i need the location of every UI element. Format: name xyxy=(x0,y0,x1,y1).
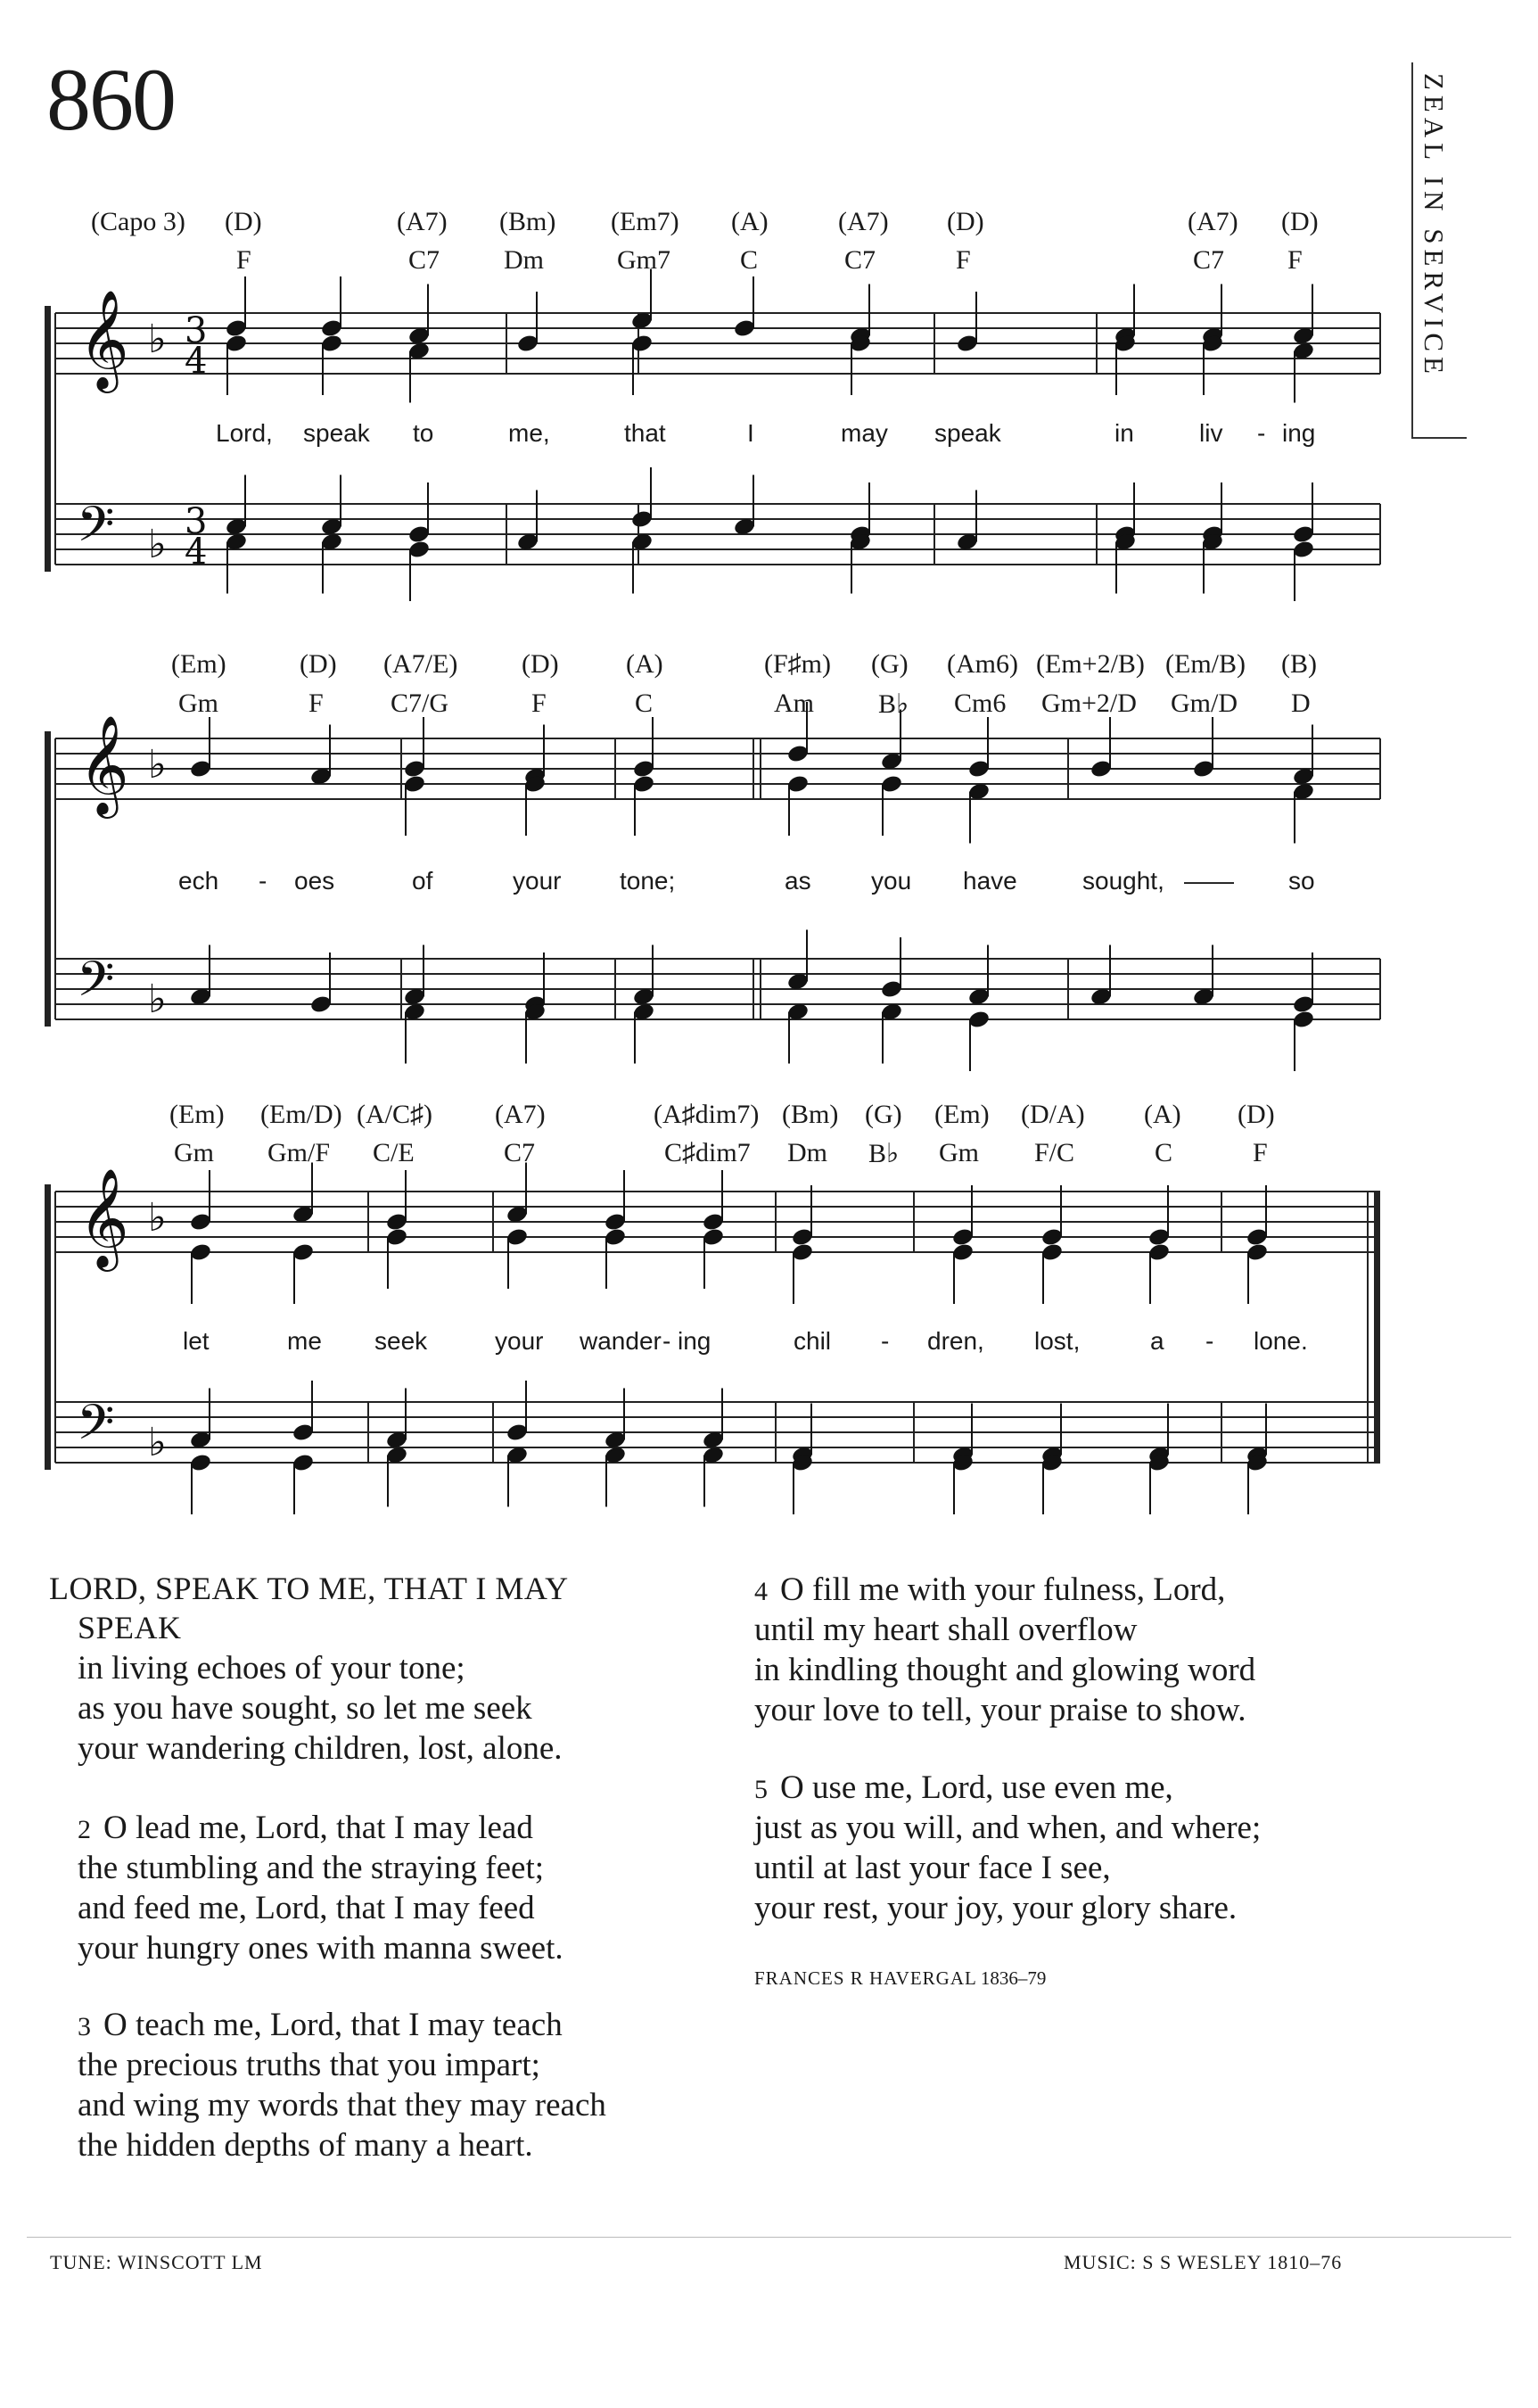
lyric-syllable: a xyxy=(1150,1327,1164,1355)
lyric-syllable: ing xyxy=(1282,419,1316,447)
lyric-syllable: in xyxy=(1114,419,1134,447)
chord-concert: Gm xyxy=(178,689,218,718)
verse-line: the hidden depths of many a heart. xyxy=(78,2127,533,2165)
chord-concert: F xyxy=(236,245,251,275)
chord-concert: Gm/D xyxy=(1171,689,1238,718)
author-credit xyxy=(754,1967,1046,1990)
system-2-treble-clef-icon: 𝄞 xyxy=(78,714,129,814)
chord-capo: (Em) xyxy=(171,649,226,679)
chord-capo: (Am6) xyxy=(947,649,1018,679)
chord-concert: Dm xyxy=(504,245,544,275)
section-title: ZEAL IN SERVICE xyxy=(1419,73,1450,379)
chord-concert: B♭ xyxy=(868,1139,900,1168)
lyric-syllable: I xyxy=(747,419,754,447)
verse-2 xyxy=(78,1808,563,1969)
lyric-syllable: wander xyxy=(580,1327,662,1355)
lyric-syllable: dren, xyxy=(927,1327,984,1355)
music-credit xyxy=(1064,2251,1342,2274)
chord-concert: C7/G xyxy=(391,689,449,718)
verse-line: and wing my words that they may reach xyxy=(78,2087,606,2124)
chord-capo: (D/A) xyxy=(1021,1100,1085,1129)
verse-3 xyxy=(78,2005,606,2166)
system-3-final-barline xyxy=(1374,1192,1380,1463)
chord-concert: C xyxy=(635,689,654,718)
system-1-treble-key-flat: ♭ xyxy=(148,317,167,362)
chord-capo: (Em/D) xyxy=(260,1100,342,1129)
system-1-bass-clef-icon: 𝄢 xyxy=(77,496,115,565)
chord-capo: (D) xyxy=(300,649,337,679)
lyric-hyphen: - xyxy=(881,1327,890,1355)
system-1-treble-time-top: 3 xyxy=(185,310,208,351)
chord-capo: (D) xyxy=(225,207,262,236)
chord-capo: (A7) xyxy=(1188,207,1238,236)
chord-capo: (A) xyxy=(1144,1100,1181,1129)
chord-capo: (A7) xyxy=(397,207,448,236)
verse-line: until at last your face I see, xyxy=(754,1850,1111,1887)
lyric-syllable: your xyxy=(513,867,562,895)
verse-line: your wandering children, lost, alone. xyxy=(78,1730,563,1768)
lyric-syllable: ech xyxy=(178,867,219,895)
chord-capo: (A7) xyxy=(838,207,889,236)
chord-capo: (A♯dim7) xyxy=(654,1100,760,1129)
chord-concert: D xyxy=(1291,689,1311,718)
lyric-hyphen: - xyxy=(259,867,267,895)
chord-capo: (A) xyxy=(626,649,663,679)
system-2-bass-clef-icon: 𝄢 xyxy=(77,951,115,1019)
chord-concert: Gm/F xyxy=(267,1138,331,1167)
system-1-bass-key-flat: ♭ xyxy=(148,522,167,567)
system-3-bass-key-flat: ♭ xyxy=(148,1420,167,1465)
chord-capo: (Bm) xyxy=(782,1100,839,1129)
author-dates: 1836–79 xyxy=(980,1967,1047,1989)
system-1-bass-time-top: 3 xyxy=(185,501,208,542)
verse-line: O use me, Lord, use even me, xyxy=(780,1769,1173,1806)
lyric-syllable: that xyxy=(624,419,666,447)
lyric-hyphen: - xyxy=(1257,419,1266,447)
system-3-bass-clef-icon: 𝄢 xyxy=(77,1394,115,1463)
system-1-treble-time-bottom: 4 xyxy=(185,341,208,382)
chord-capo: (Em) xyxy=(169,1100,225,1129)
lyric-syllable: let xyxy=(183,1327,210,1355)
chord-concert: Gm xyxy=(174,1138,214,1167)
chord-concert: Gm xyxy=(939,1138,979,1167)
verse-line: and feed me, Lord, that I may feed xyxy=(78,1890,535,1927)
chord-capo: (B) xyxy=(1281,649,1317,679)
verse-line: O teach me, Lord, that I may teach xyxy=(103,2007,563,2043)
tune-credit: TUNE: WINSCOTT LM xyxy=(50,2251,263,2273)
verse-line: until my heart shall overflow xyxy=(754,1612,1138,1649)
verse-number: 3 xyxy=(78,2012,91,2041)
chord-concert: C xyxy=(1155,1138,1173,1167)
system-1-brace xyxy=(45,306,51,572)
chord-concert: F xyxy=(1287,245,1303,275)
lyric-extender: —— xyxy=(1184,867,1234,895)
footer-divider xyxy=(27,2237,1511,2238)
verse-first-line: LORD, SPEAK TO ME, THAT I MAY xyxy=(49,1571,569,1606)
chord-capo: (Em7) xyxy=(611,207,679,236)
chord-concert: F xyxy=(308,689,324,718)
chord-capo: (A7/E) xyxy=(383,649,458,679)
verse-line: your rest, your joy, your glory share. xyxy=(754,1890,1238,1927)
verse-number: 5 xyxy=(754,1775,768,1804)
chord-concert: Am xyxy=(774,689,814,718)
chord-capo: (G) xyxy=(871,649,909,679)
verse-line: as you have sought, so let me seek xyxy=(78,1689,532,1727)
lyric-syllable: me xyxy=(287,1327,322,1355)
chord-concert: C♯dim7 xyxy=(664,1138,751,1167)
chord-capo: (Bm) xyxy=(499,207,556,236)
chord-concert: Gm+2/D xyxy=(1041,689,1137,718)
lyric-syllable: oes xyxy=(294,867,335,895)
lyric-syllable: chil xyxy=(794,1327,832,1355)
verse-line: your love to tell, your praise to show. xyxy=(754,1692,1246,1729)
chord-concert: Cm6 xyxy=(954,689,1007,718)
verse-line: the stumbling and the straying feet; xyxy=(78,1850,545,1887)
chord-concert: C xyxy=(740,245,759,275)
lyric-syllable: your xyxy=(495,1327,544,1355)
verse-line: in kindling thought and glowing word xyxy=(754,1652,1256,1689)
system-1-bass-time-bottom: 4 xyxy=(185,532,208,573)
chord-capo: (Em) xyxy=(934,1100,990,1129)
chord-capo: (G) xyxy=(865,1100,902,1129)
verse-5 xyxy=(754,1768,1261,1929)
lyric-syllable: of xyxy=(412,867,433,895)
chord-concert: F xyxy=(531,689,547,718)
system-2-bass-key-flat: ♭ xyxy=(148,977,167,1022)
chord-concert: C7 xyxy=(844,245,876,275)
verse-number: 4 xyxy=(754,1577,768,1606)
system-1-treble-clef-icon: 𝄞 xyxy=(78,289,129,389)
lyric-syllable: may xyxy=(841,419,888,447)
chord-concert: C7 xyxy=(408,245,440,275)
lyric-syllable: lost, xyxy=(1034,1327,1081,1355)
chord-capo: (A) xyxy=(731,207,769,236)
system-2-treble-key-flat: ♭ xyxy=(148,742,167,788)
chord-concert: C7 xyxy=(1193,245,1225,275)
system-3-brace xyxy=(45,1184,51,1470)
verse-line: in living echoes of your tone; xyxy=(78,1649,465,1686)
chord-concert: F xyxy=(1253,1138,1268,1167)
verse-line: SPEAK xyxy=(78,1609,182,1645)
lyric-syllable: tone; xyxy=(620,867,676,895)
author-name: FRANCES R HAVERGAL xyxy=(754,1967,977,1989)
chord-capo: (D) xyxy=(1238,1100,1275,1129)
lyric-hyphen: - xyxy=(662,1327,671,1355)
verse-1 xyxy=(49,1570,569,1769)
verse-line: just as you will, and when, and where; xyxy=(754,1810,1262,1847)
chord-concert: C7 xyxy=(504,1138,536,1167)
lyric-syllable: Lord, xyxy=(216,419,273,447)
lyric-syllable: liv xyxy=(1199,419,1223,447)
lyric-syllable: so xyxy=(1288,867,1315,895)
verse-line: the precious truths that you impart; xyxy=(78,2047,540,2084)
verse-line: O lead me, Lord, that I may lead xyxy=(103,1810,533,1846)
chord-capo: (A7) xyxy=(495,1100,546,1129)
system-2-brace xyxy=(45,731,51,1027)
verse-line: your hungry ones with manna sweet. xyxy=(78,1930,563,1967)
chord-capo-note: (Capo 3) xyxy=(91,207,185,236)
chord-capo: (A/C♯) xyxy=(357,1100,432,1129)
chord-capo: (D) xyxy=(1281,207,1319,236)
lyric-syllable: to xyxy=(413,419,434,447)
verse-4 xyxy=(754,1570,1255,1731)
chord-capo: (Em/B) xyxy=(1165,649,1246,679)
lyric-syllable: seek xyxy=(374,1327,428,1355)
chord-concert: B♭ xyxy=(878,689,909,719)
verse-line: O fill me with your fulness, Lord, xyxy=(780,1571,1226,1608)
composer-name: MUSIC: S S WESLEY xyxy=(1064,2251,1262,2273)
lyric-syllable: speak xyxy=(303,419,370,447)
lyric-syllable: have xyxy=(963,867,1017,895)
lyric-syllable: sought, xyxy=(1082,867,1164,895)
lyric-syllable: speak xyxy=(934,419,1001,447)
chord-capo: (Em+2/B) xyxy=(1036,649,1145,679)
system-3-treble-clef-icon: 𝄞 xyxy=(78,1167,129,1267)
chord-concert: C/E xyxy=(373,1138,415,1167)
chord-capo: (F♯m) xyxy=(764,649,831,679)
composer-dates: 1810–76 xyxy=(1267,2251,1343,2273)
lyric-syllable: ing xyxy=(678,1327,711,1355)
chord-concert: Dm xyxy=(787,1138,827,1167)
lyric-syllable: as xyxy=(785,867,811,895)
verse-number: 2 xyxy=(78,1815,91,1844)
lyric-hyphen: - xyxy=(1205,1327,1214,1355)
lyric-syllable: me, xyxy=(508,419,550,447)
chord-capo: (D) xyxy=(947,207,984,236)
system-3-treble-key-flat: ♭ xyxy=(148,1195,167,1241)
hymn-number: 860 xyxy=(46,50,175,149)
lyric-syllable: you xyxy=(871,867,912,895)
chord-concert: F xyxy=(956,245,971,275)
chord-concert: F/C xyxy=(1034,1138,1075,1167)
lyric-syllable: lone. xyxy=(1254,1327,1308,1355)
chord-capo: (D) xyxy=(522,649,559,679)
chord-concert: Gm7 xyxy=(617,245,670,275)
